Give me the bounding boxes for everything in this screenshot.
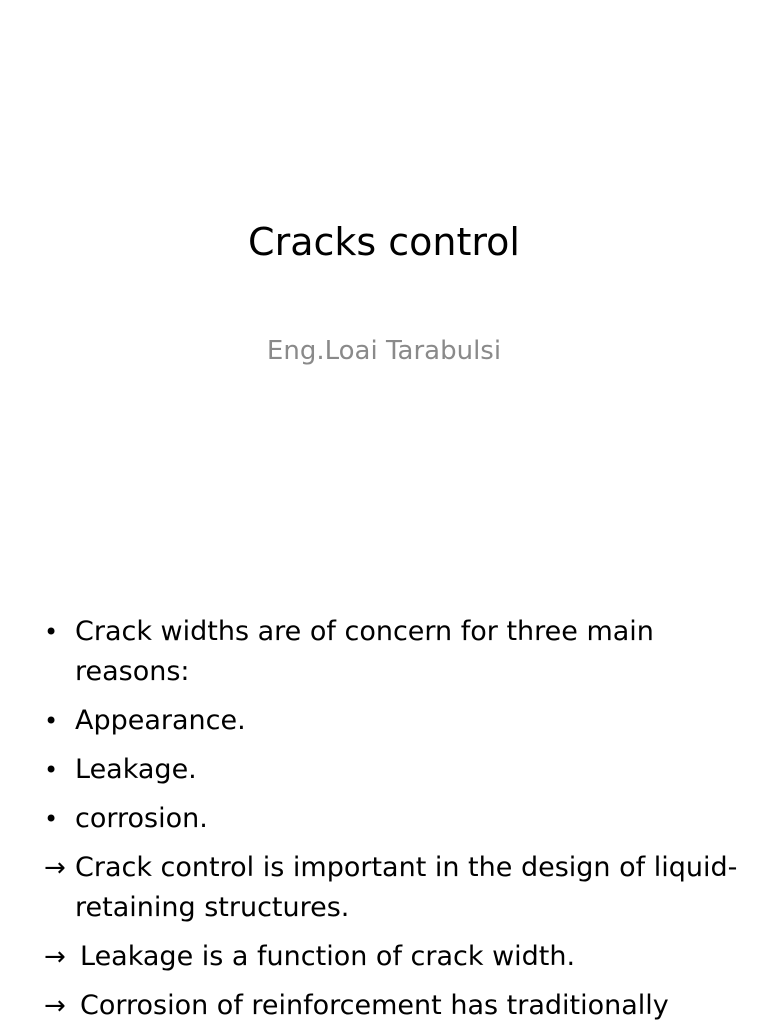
arrow-right-icon: → bbox=[44, 942, 66, 972]
slide-subtitle: Eng.Loai Tarabulsi bbox=[266, 336, 502, 366]
bullet-marker: • bbox=[44, 618, 59, 646]
arrow-text: Crack control is important in the design of liquid-retaining structures. bbox=[75, 852, 738, 923]
bullet-text: Appearance. bbox=[75, 705, 246, 736]
bullet-item bbox=[0, 799, 768, 839]
arrow-item bbox=[0, 848, 768, 928]
bullet-marker: • bbox=[44, 805, 59, 833]
bullet-text: corrosion. bbox=[75, 803, 208, 834]
arrow-right-icon: → bbox=[44, 853, 66, 883]
bullet-item bbox=[0, 750, 768, 790]
bullet-item bbox=[0, 612, 768, 692]
slide-title: Cracks control bbox=[248, 220, 520, 264]
arrow-item bbox=[0, 937, 768, 977]
bullet-text: Crack widths are of concern for three main reasons: bbox=[75, 616, 654, 687]
arrow-text: Leakage is a function of crack width. bbox=[80, 941, 576, 972]
bullet-marker: • bbox=[44, 707, 59, 735]
bullet-marker: • bbox=[44, 756, 59, 784]
bullet-item bbox=[0, 701, 768, 741]
arrow-item bbox=[0, 986, 768, 1024]
arrow-right-icon: → bbox=[44, 991, 66, 1021]
arrow-text: Corrosion of reinforcement has traditionally bbox=[80, 990, 669, 1021]
slide-body bbox=[0, 612, 768, 1024]
bullet-text: Leakage. bbox=[75, 754, 197, 785]
